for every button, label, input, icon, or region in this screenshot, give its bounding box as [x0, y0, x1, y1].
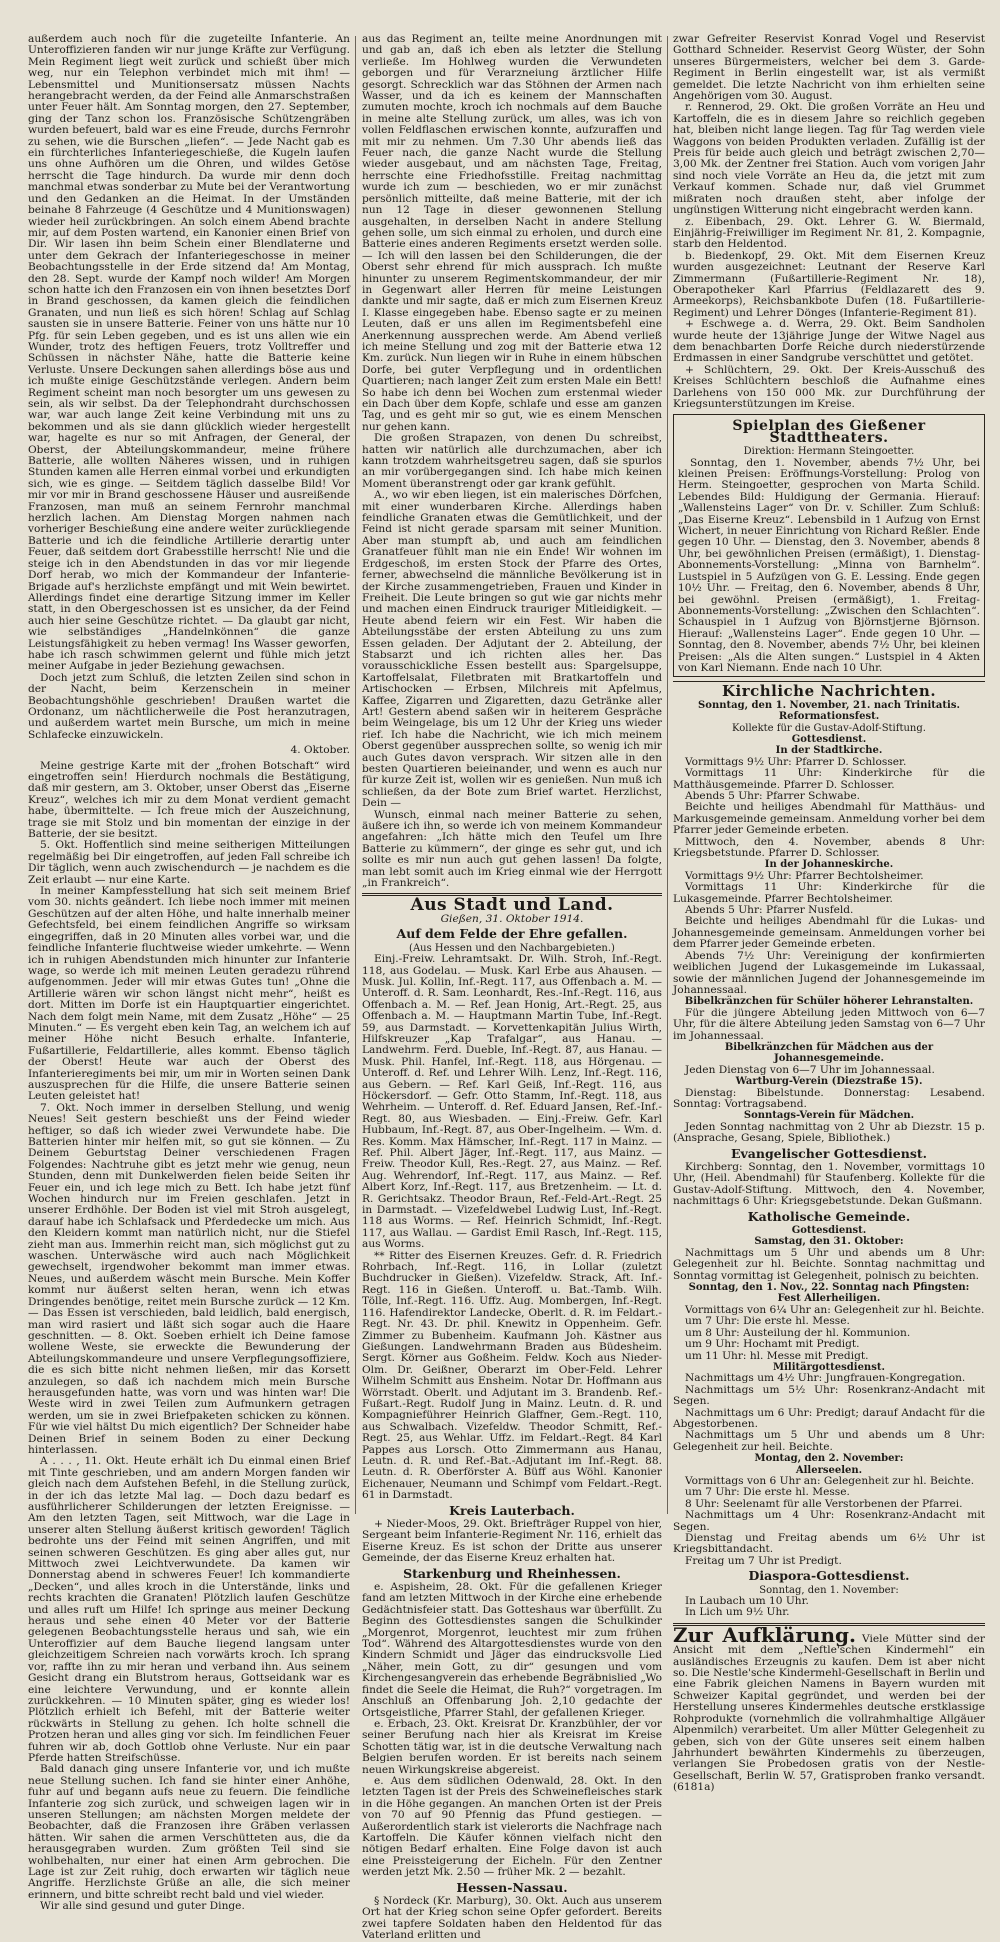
evangelical-heading: Evangelischer Gottesdienst.	[730, 1145, 928, 1161]
reformation-fest: Reformationsfest.	[778, 711, 880, 723]
service-heading: Gottesdienst.	[791, 1225, 867, 1237]
news-item: + Eschwege a. d. Werra, 29. Okt. Beim Sandholen wurde heute der 13jährige Junge der Witwe Nagel aus dem benachbarten Dorfe Reiche durch niederstürzende Erdmassen in einer Sandgrube verschüttet und getötet.	[673, 318, 985, 365]
letter-text: A . . . , 11. Okt. Heute erhält ich Du einmal einen Brief mit Tinte geschrieben, und am andern Morgen fanden wir gleich nach dem Aufstehen Befehl, in die Stellung zurück, in der ich das letzte Mal lag. — Doch dazu bedarf es ausführlicherer Schilderungen der letzten Ereignisse. — Am den letzten Tagen, seit Mittwoch, war die Lage in unserer alten Stellung äußerst kritisch geworden! Täglich bedrohte uns der Feind mit seinen Angriffen, und mit seinen schweren Geschützen. Es ging aber alles gut, nur Mittwoch zwei Leichtverwundete. Da kamen wir Donnerstag abend in schweres Feuer! Ich kommandierte „Decken“, und alles kroch in die Unterstände, links und rechts krachten die Granaten! Plötzlich laufen Geschütze und alles ruft um Hilfe! Ich springe aus meiner Deckung heraus und sehe einen 40 Meter vor der Batterie gelegenen Beobachtungsstelle heraus und sah, wie ein Unteroffizier auf dem Bauche liegend langsam unter gleichzeitigem Schreien nach vorwärts kroch. Ich sprang vor, raffte ihn zu mir heran und verband ihn. Aus seinem Gesicht drang ein Blutstrom heraus, Gottseidank war es eine leichtere Verwundung, und er konnte allein zurückkehren. — 10 Minuten später, ging es wieder los! Plötzlich erhielt ich Befehl, mit der Batterie weiter rückwärts in Stellung zu gehen. Ich holte schnell die Protzen heran und alles ging vor sich. Im feindlichen Feuer fuhren wir ab, doch Gottlob ohne Verluste. Nur ein paar Pferde hatten Streifschüsse.	[28, 1455, 350, 1764]
letter-text: Wir alle sind gesund und guter Dinge.	[40, 1900, 245, 1913]
advertisement	[673, 1622, 985, 1794]
service-heading: Militärgottesdienst.	[773, 1361, 885, 1373]
column-rule	[667, 36, 668, 1514]
section-heading: Aus Stadt und Land.	[410, 895, 614, 916]
theater-program: Sonntag, den 1. November, abends 7½ Uhr, bei kleinen Preisen: Eröffnungs-Vorstellung: Prolog von Herm. Steingoetter, gesprochen von Marta Schild. Lebendes Bild: Huldigung der Germania. Hierauf: „Wallensteins Lager“ von Dr. v. Schiller. Zum Schluß: „Das Eiserne Kreuz“. Lebensbild in 1 Aufzug von Ernst Wichert, in neuer Einrichtung von Richard Reßler. Ende gegen 10 Uhr. — Dienstag, den 3. November, abends 8 Uhr, bei gewöhnlichen Preisen (ermäßigt), 1. Dienstag-Abonnements-Vorstellung: „Minna von Barnhelm“. Lustspiel in 5 Aufzügen von G. E. Lessing. Ende gegen 10½ Uhr. — Freitag, den 6. November, abends 8 Uhr, bei gewöhnl. Preisen (ermäßigt), 1. Freitag-Abonnements-Vorstellung: „Zwischen den Schlachten“. Schauspiel in 1 Aufzug von Björnstjerne Björnson. Hierauf: „Wallensteins Lager“. Ende gegen 10 Uhr. — Sonntag, den 8. November, abends 7½ Uhr, bei kleinen Preisen: „Als die Alten sungen.“ Lustspiel in 4 Akten von Karl Niemann. Ende nach 10 Uhr.	[678, 456, 980, 674]
service-line: Nachmittags um 5½ Uhr: Rosenkranz-Andacht mit Segen.	[673, 1383, 985, 1408]
letter-text: 7. Okt. Noch immer in derselben Stellung, und wenig Neues! Seit gestern beschießt uns der Feind wieder heftiger, so daß ich wieder zwei Verwundete habe. Die Batterien hinter mir helfen mit, so gut sie können. — Zu Deinem Geburtstag Deiner verschiedenen Fragen Folgendes: Nachtruhe gibt es jetzt mehr wie genug, neun Stunden, denn mit Dunkelwerden fielen beide Seiten ihr Feuer ein, und ich lege mich zu Bett. Ich habe jetzt fünf Wochen hindurch nur im Freien geschlafen. Jetzt in unserer Erdhöhle. Der Boden ist viel mit Stroh ausgelegt, darauf habe ich Schlafsack und Pferdedecke um mich. Aus den Kleidern kommt man natürlich nicht, nur die Stiefel zieht man aus. Immerhin reicht man, sich möglichst gut zu waschen. Unterwäsche wird auch nach Möglichkeit gewechselt, irgendwoher bekommt man immer etwas. Neues, und außerdem wäscht mein Bursche. Mein Koffer kommt nur äußerst selten heran, wenn ich etwas Dringendes benötige, reitet mein Bursche zurück — 12 Km. — Das Essen ist verschieden, bald leidlich, bald energisch, man wird rasiert und läßt sich sogar auch die Haare geschnitten. — 8. Okt. Soeben erhielt ich Deine famose wollene Weste, sie erweckte die Bewunderung der Abteilungskommandeure und unsere Verpflegungsoffiziere, die es sich bitte nicht nehmen ließen, mir das Korsett anzulegen, so daß ich nachdem mich mein Bursche herausgefunden hatte, was vorn und was hinten war! Die Weste wird in zwei Teilen zum Aufmunkern getragen werden, um sie in zwei Briefpaketen schicken zu können. Für wie viel hältst Du mich eigentlich? Der Schneider habe Deinen Brief in seinem Boden zu einer Deckung hinterlassen.	[28, 1101, 350, 1456]
subheading-note: (Aus Hessen und den Nachbargebieten.)	[409, 942, 615, 954]
news-item: + Nieder-Moos, 29. Okt. Briefträger Ruppel von hier, Sergeant beim Infanterie-Regiment Nr. 116, erhielt das Eiserne Kreuz. Es ist schon der Dritte aus unserer Gemeinde, der das Eiserne Kreuz erhalten hat.	[362, 1518, 662, 1565]
service-line: Vormittags von 6 Uhr an: Gelegenheit zur hl. Beichte.	[685, 1474, 975, 1487]
catholic-date: Sonntag, den 1. Nov., 22. Sonntag nach Pfingsten:	[688, 1282, 970, 1294]
church-date: Sonntag, den 1. November, 21. nach Trinitatis.	[698, 699, 960, 711]
news-item: zwar Gefreiter Reservist Konrad Vogel und Reservist Gotthard Schneider. Reservist Georg Wüster, der Sohn unseres Bürgermeisters, welcher bei dem 3. Garde-Regiment in Berlin eingestellt war, ist als vermißt gemeldet. Die letzte Nachricht von ihm erhielten seine Angehörigen vom 30. August.	[673, 33, 985, 103]
dateline: Gießen, 31. Oktober 1914.	[440, 912, 584, 925]
collection: Kollekte für die Gustav-Adolf-Stiftung.	[732, 722, 926, 734]
service-line: Vormittags 11 Uhr: Kinderkirche für die Matthäusgemeinde. Pfarrer D. Schlosser.	[673, 767, 985, 791]
service-line: Jeden Sonntag nachmittag von 2 Uhr ab Diezstr. 15 p. (Ansprache, Gesang, Spiele, Bibliothek.)	[673, 1120, 985, 1145]
service-line: Nachmittags um 4 Uhr: Rosenkranz-Andacht mit Segen.	[673, 1509, 985, 1533]
service-line: Nachmittags um 5 Uhr und abends um 8 Uhr: Gelegenheit zur heil. Beichte.	[673, 1429, 985, 1453]
letter-text: aus das Regiment an, teilte meine Anordnungen mit und gab an, daß ich eben als letzter die Stellung verließe. Im Hohlweg wurden die Verwundeten geborgen und für Verarzneiung ärztlicher Hilfe gesorgt. Schrecklich war das Stöhnen der Armen nach Wasser, und da ich es keinem der Mannschaften zumuten mochte, kroch ich nochmals auf dem Bauche in meine alte Stellung zurück, um alles, was ich von vollen Feldflaschen erwischen konnte, aufzuraffen und mit mir zu nehmen. Um 7.30 Uhr abends ließ das Feuer nach, die ganze Nacht wurde die Stellung wieder ausgebaut, und am nächsten Tage, Freitag, herrschte eine Friedhofsstille. Freitag nachmittag wurde ich zum — beschieden, wo er mir zunächst persönlich mitteilte, daß meine Batterie, mit der ich nun 12 Tage in dieser gewonnenen Stellung ausgehalten, in derselben Nacht in andere Stellung gehen solle, um sich einmal zu erholen, und durch eine Batterie eines anderen Regiments ersetzt werden solle. — Ich will den lassen bei den Schilderungen, die der Oberst sehr ehrend für mich aussprach. Ich mußte hinunter zu unserem Regimentskommandeur, der mir in Gegenwart aller Herren für meine Leistungen dankte und mir sagte, daß er mich zum Eisernen Kreuz I. Klasse eingegeben habe. Ebenso sagte er zu meinen Leuten, daß er uns allen im Regimentsbefehl eine Anerkennung aussprechen werde. Am Abend verließ ich meine Stellung und zog mit der Batterie etwa 12 Km. zurück. Nun liegen wir in Ruhe in einem hübschen Dorfe, bei guter Verpflegung und in ordentlichen Quartieren; nach langer Zeit zum ersten Male ein Bett! So habe ich denn bei Wochen zum erstenmal wieder ein Dach über dem Kopfe, schlafe und esse am ganzen Tag, und es geht mir so gut, wie es einem Menschen nur gehen kann.	[362, 33, 662, 433]
letter-text: A., wo wir eben liegen, ist ein malerisches Dörfchen, mit einer wunderbaren Kirche. Allerdings haben feindliche Granaten etwas die Gemütlichkeit, und der Feind ist nicht gerade sparsam mit seiner Munition. Aber man stumpft ab, und auch am feindlichen Granatfeuer fühlt man nie ein Ende! Wir wohnen im Erdgeschoß, im ersten Stock der Pfarre des Ortes, ferner, abwechselnd die männliche Bevölkerung ist in der Kirche zusammengetrieben, Frauen und Kinder in Freiheit. Die Leute bringen so gut wie gar nichts mehr und machen einen Eindruck trauriger Mitleidigkeit. — Heute abend feiern wir ein Fest. Wir haben die Abteilungsstäbe der ersten Abteilung zu uns zum Essen geladen. Der Adjutant der 2. Abteilung, der Stabsarzt und ich richten alles her. Das vorausschickliche Essen bestellt aus: Spargelsuppe, Kartoffelsalat, Filetbraten mit Bratkartoffeln und Artischocken — Erbsen, Milchreis mit Apfelmus, Kaffee, Zigarren und Zigaretten, dazu Getränke aller Art! Gestern abend saßen wir in heiterem Gespräche beim Weingelage, bis um 12 Uhr der Krieg uns wieder rief. Ich habe die Nachricht, wie ich mich meinem Oberst gegenüber aussprechen sollte, so wenig ich mir auch Gutes davon versprach. Wir sitzen alle in den besten Quartieren beieinander, und wenn es auch nur für kurze Zeit ist, wollen wir es genießen. Nun muß ich schließen, da der Bote zum Brief wartet. Herzlichst, Dein —	[362, 489, 662, 810]
news-item: r. Rennerod, 29. Okt. Die großen Vorräte an Heu und Kartoffeln, die es in diesem Jahre so reichlich gegeben hat, bleiben nicht lange liegen. Tag für Tag werden viele Waggons von beiden Produkten verladen. Zufällig ist der Preis für beide auch gleich und beträgt zwischen 2,70—3,00 Mk. der Zentner frei Station. Auch vom vorigen Jahr sind noch viele Vorräte an Heu da, die jetzt mit zum Verkauf kommen. Schade nur, daß viel Grummet mißraten noch draußen steht, aber infolge der ungünstigen Witterung nicht eingebracht werden kann.	[673, 101, 985, 217]
service-line: Dienstag und Freitag abends um 6½ Uhr ist Kriegsbittandacht.	[673, 1532, 985, 1556]
stadtkirche-heading: In der Stadtkirche.	[775, 745, 883, 757]
service-line: Beichte und heiliges Abendmahl für die Lukas- und Johannesgemeinde gemeinsam. Anmeldungen vorher bei dem Pfarrer jeder Gemeinde erbeten.	[673, 915, 985, 951]
letter-text: Wunsch, einmal nach meiner Batterie zu sehen, äußere ich ihn, so werde ich von meinem Kommandeur angefahren: „Ich hätte mich den Teufel um Ihre Batterie zu kümmern“, der ginge es sehr gut, und ich sollte es mir nun auch gut gehen lassen! Da folgte, man lebt somit auch im Krieg einmal wie der Herrgott „in Frankreich“.	[362, 808, 662, 890]
service-line: Beichte und heiliges Abendmahl für Matthäus- und Markusgemeinde gemeinsam. Anmeldung vorher bei dem Pfarrer jeder Gemeinde erbeten.	[673, 801, 985, 837]
diaspora-date: Sonntag, den 1. November:	[759, 1584, 899, 1596]
iron-cross-list: ** Ritter des Eisernen Kreuzes. Gefr. d. R. Friedrich Rohrbach, Inf.-Regt. 116, in Lollar (zuletzt Buchdrucker in Gießen). Vizefeldw. Strack, Aft. Inf.-Regt. 116 in Gießen. Unteroff. u. Bat.-Tamb. Wilh. Tölle, Inf.-Regt. 116. Uffz. Aug. Mombergen, Inf.-Regt. 116. Hafendirektor Landecke, Oberlt. d. R. im Feldart.-Regt. Nr. 43. Dr. phil. Knewitz in Oppenheim. Gefr. Zimmer zu Bubenheim. Kaufmann Joh. Kästner aus Gießungen. Landwehrmann Braden aus Büdesheim. Sergt. Körner aus Goßheim. Feldw. Koch aus Nieder-Olm. Dr. Geißner, Oberarzt im Ober-Feld. Lehrer Wilhelm Schmitt aus Ensheim. Notar Dr. Hoffmann aus Wörrstadt. Oberlt. und Adjutant im 3. Brandenb. Ref.-Fußart.-Regt. Rudolf Jung in Mainz. Leutn. d. R. und Kompagnieführer Heinrich Glaffner, Gem.-Regt. 110, aus Schwalbach. Vizefeldw. Theodor Schmitt, Ref.-Regt. 25, aus Wehlar. Uffz. im Feldart.-Regt. 84 Karl Pappes aus Lorsch. Otto Zimmermann aus Hanau, Leutn. d. R. und Ref.-Bat.-Adjutant im Inf.-Regt. 88. Leutn. d. R. Oberförster A. Büff aus Wöhl. Kanonier Eichenauer, Neumann und Schimpf vom Feldart.-Regt. 61 in Darmstadt.	[362, 1249, 662, 1502]
service-line: In Laubach um 10 Uhr.	[685, 1595, 809, 1608]
letter-text: Bald danach ging unsere Infanterie vor, und ich mußte neue Stellung suchen. Ich fand sie hinter einer Anhöhe, fuhr auf und begann aufs neue zu feuern. Die feindliche Infanterie zog sich zurück, und schweigen lagen wir in unseren Stellungen; am nächsten Morgen meldete der Beobachter, daß die Franzosen ihre Gräben verlassen hätten. Wir sahen die armen Verschütteten aus, die da herausgegraben wurden. Zum größten Teil sind sie wohlbehalten, nur einer hat einen Arm gebrochen. Die Lage ist zur Zeit ruhig, doch erwarten wir täglich neue Angriffe. Herzlichste Grüße an alle, die sich meiner erinnern, und bitte schreibt recht bald und viel wieder.	[28, 1763, 350, 1901]
subheading: Kreis Lauterbach.	[449, 1502, 575, 1518]
service-line: Vormittags 9½ Uhr: Pfarrer D. Schlosser.	[685, 755, 907, 768]
news-item: + Schlüchtern, 29. Okt. Der Kreis-Ausschuß des Kreises Schlüchtern beschloß die Aufnahme eines Darlehens von 150 000 Mk. zur Durchführung der Kriegsunterstützungen im Kreise.	[673, 363, 985, 410]
ad-title: Zur Aufklärung.	[673, 1622, 856, 1647]
diaspora-heading: Diaspora-Gottesdienst.	[748, 1568, 910, 1584]
service-line: Freitag um 7 Uhr ist Predigt.	[685, 1554, 842, 1567]
news-item: § Nordeck (Kr. Marburg), 30. Okt. Auch aus unserem Ort hat der Krieg schon seine Opfer gefordert. Bereits zwei tapfere Soldaten haben den Heldentod für das Vaterland erlitten und	[362, 1895, 662, 1942]
bible-group-heading: Bibelkränzchen für Mädchen aus der Johannesgemeinde.	[724, 1041, 934, 1065]
service-line: Kirchberg: Sonntag, den 1. November, vormittags 10 Uhr, (Heil. Abendmahl) für Staufenberg. Kollekte für die Gustav-Adolf-Stiftung. Mittwoch, den 4. November, nachmittags 6 Uhr: Kriegsgebetstunde. Dekan Gußmann.	[673, 1161, 985, 1208]
news-item: e. Aspisheim, 28. Okt. Für die gefallenen Krieger fand am letzten Mittwoch in der Kirche eine erhebende Gedächtnisfeier statt. Das Gotteshaus war überfüllt. Zu Beginn des Gottesdienstes sangen die Schulkinder „Morgenrot, Morgenrot, leuchtest mir zum frühen Tod“. Während des Altargottesdienstes wurde von den Kindern Schmidt und Jäger das eindrucksvolle Lied „Näher, mein Gott, zu dir“ gesungen und vom Kirchengesangverein das erhebende Begräbnislied „Wo findet die Seele die Heimat, die Ruh?“ vorgetragen. Im Anschluß an Offenbarung Joh. 2,10 gedachte der Ortsgeistliche, Pfarrer Stahl, der gefallenen Krieger.	[362, 1581, 662, 1719]
service-line: um 11 Uhr: hl. Messe mit Predigt.	[685, 1349, 869, 1362]
column-rule	[355, 36, 356, 1514]
casualty-list: Einj.-Freiw. Lehramtsakt. Dr. Wilh. Stroh, Inf.-Regt. 118, aus Godelau. — Musk. Karl Erbe aus Ahausen. — Musk. Jul. Kollin, Inf.-Regt. 117, aus Offenbach a. M. — Unteroff. d. R. Sam. Leonhardt, Res.-Inf.-Regt. 116, aus Offenbach a. M. — Ref. Jean Honig, Art.-Regt. 25, aus Offenbach a. M. — Hauptmann Martin Tube, Inf.-Regt. 59, aus Darmstadt. — Korvettenkapitän Julius Wirth, Hilfskreuzer „Kap Trafalgar“, aus Hanau. — Landwehrm. Ferd. Dueble, Inf.-Regt. 87, aus Hanau. — Musk. Phil. Hanfel, Inf.-Regt. 118, aus Hörgenau. — Unteroff. d. Ref. und Lehrer Wilh. Lenz, Inf.-Regt. 116, aus Gebern. — Ref. Karl Geiß, Inf.-Regt. 116, aus Höckersdorf. — Gefr. Otto Stamm, Inf.-Regt. 118, aus Wehrheim. — Unteroff. d. Ref. Eduard Jansen, Ref.-Inf.-Regt. 80, aus Wiesbaden. — Einj.-Freiw. Gefr. Karl Hubbaum, Inf.-Regt. 87, aus Ober-Ingelheim. — Wm. d. Res. Komm. Max Hämscher, Inf.-Regt. 117 in Mainz. — Ref. Phil. Albert Jäger, Inf.-Regt. 117, aus Mainz. — Freiw. Theodor Kull, Res.-Regt. 27, aus Mainz. — Ref. Aug. Wehrendorf, Inf.-Regt. 117, aus Mainz. — Ref. Albert Korz, Inf.-Regt. 117, aus Bretzenheim. — Lt. d. R. Gerichtsakz. Theodor Braun, Ref.-Feld-Art.-Regt. 25 in Darmstadt. — Vizefeldwebel Ludwig Lust, Inf.-Regt. 118 aus Worms. — Ref. Heinrich Schmidt, Inf.-Regt. 117, aus Wallau. — Gardist Emil Rasch, Inf.-Regt. 115, aus Worms.	[362, 953, 662, 1251]
letter-text: Die großen Strapazen, von denen Du schreibst, hatten wir natürlich alle durchzumachen, aber ich kann trotzdem wahrheitsgetreu sagen, daß sie spurlos an mir vorübergegangen sind. Ich habe mich keinen Moment überanstrengt oder gar krank gefühlt.	[362, 432, 662, 490]
service-line: Abends 7½ Uhr: Vereinigung der konfirmierten weiblichen Jugend der Lukasgemeinde im Lukassaal, sowie der männlichen Jugend der Johannesgemeinde im Johannessaal.	[673, 949, 985, 996]
service-line: Jeden Dienstag von 6—7 Uhr im Johannessaal.	[685, 1063, 935, 1076]
service-line: Nachmittags um 5 Uhr und abends um 8 Uhr: Gelegenheit zur hl. Beichte. Sonntag nachmittag und Sonntag vormittag ist Gelegenheit, polnisch zu beichten.	[673, 1246, 985, 1282]
ad-code: (6181a)	[673, 1781, 715, 1794]
service-line: Dienstag: Bibelstunde. Donnerstag: Lesabend. Sonntag: Vortragsabend.	[673, 1086, 985, 1110]
ad-text: Viele Mütter sind der Ansicht mit dem „Neftle'schen Kindermehl“ ein ausländisches Erzeugnis zu kaufen. Dem ist aber nicht so. Die Nestle'sche Kindermehl-Gesellschaft in Berlin und eine Fabrik gleichen Namens in Bayern wurden mit Schweizer Kapital gegründet, und werden bei der Herstellung unseres Kindermehles deutsche erstklassige Rohprodukte (vornehmlich die vollrahmhaltige Allgäuer Alpenmilch) verarbeitet. Um aller Mütter Gelegenheit zu geben, sich von der Güte unseres seit einem halben Jahrhundert bewährten Kindermehls zu überzeugen, verlangen Sie Probedosen gratis von der Nestle-Gesellschaft, Berlin W. 57, Gratisproben franko versandt.	[673, 1632, 985, 1782]
news-item: b. Biedenkopf, 29. Okt. Mit dem Eisernen Kreuz wurden ausgezeichnet: Leutnant der Reserve Karl Zimmermann (Fußartillerie-Regiment Nr. 18), Oberapotheker Karl Pfarrius (Feldlazarett des 9. Armeekorps), Reichsbankbote Dufen (18. Fußartillerie-Regiment) und Lehrer Dönges (Infanterie-Regiment 81).	[673, 249, 985, 319]
service-line: um 9 Uhr: Hochamt mit Predigt.	[685, 1338, 860, 1351]
service-line: 8 Uhr: Seelenamt für alle Verstorbenen der Pfarrei.	[685, 1497, 963, 1510]
catholic-date: Samstag, den 31. Oktober:	[754, 1236, 904, 1248]
service-line: In Lich um 9½ Uhr.	[685, 1606, 790, 1619]
subheading: Auf dem Felde der Ehre gefallen.	[396, 926, 628, 942]
letter-text: In meiner Kampfesstellung hat sich seit meinem Brief vom 30. nichts geändert. Ich liebe noch immer mit meinen Geschützen auf der alten Höhe, und halte innerhalb meiner Gefechtsfeld, bei einem feindlichen Angriffe so wirksam eingegriffen, daß in 20 Minuten alles vorbei war, und die feindliche Infanterie fluchtweise wieder umkehrte. — Wenn ich in ruhigen Abendstunden mich hinunter zur Infanterie wage, so werde ich mit meinen Leuten geradezu rührend aufgenommen. Jeder will mir etwas Gutes tun! „Ohne die Artillerie wären wir schon längst nicht mehr“, heißt es dort. Mitten im Dorfe ist ein Hauptquartier eingerichtet. Nach dem folgt mein Name, mit dem Zusatz „Höhe“ — 25 Minuten.“ — Es vergeht eben kein Tag, an welchem ich auf meiner Höhe nicht Besuch erhalte. Infanterie, Fußartillerie, Feldartillerie, alles kommt. Ebenso täglich der Oberst! Heute war auch der Oberst des Infanterieregiments bei mir, um mir in Worten seinen Dank auszusprechen für die Hilfe, die unsere Batterie seinen Leuten geleistet hat!	[28, 885, 350, 1103]
sonntagsverein-heading: Sonntags-Verein für Mädchen.	[743, 1110, 915, 1122]
news-item: e. Erbach, 23. Okt. Kreisrat Dr. Kranzbühler, der vor seiner Berufung nach hier als Kreisrat im Kreise Schotten tätig war, ist in die deutsche Verwaltung nach Belgien berufen worden. Er ist bereits nach seinem neuen Wirkungskreise abgereist.	[362, 1717, 662, 1776]
letter-date: 4. Oktober.	[290, 744, 350, 757]
service-line: Vormittags von 6¼ Uhr an: Gelegenheit zur hl. Beichte.	[685, 1303, 985, 1316]
church-news-title: Kirchliche Nachrichten.	[721, 682, 937, 701]
service-line: Vormittags 9½ Uhr: Pfarrer Bechtolsheimer.	[685, 869, 924, 882]
service-line: Mittwoch, den 4. November, abends 8 Uhr: Kriegsbetstunde. Pfarrer D. Schlosser.	[673, 835, 985, 860]
service-line: um 8 Uhr: Austeilung der hl. Kommunion.	[685, 1326, 911, 1339]
service-line: um 7 Uhr: Die erste hl. Messe.	[685, 1486, 850, 1499]
wartburg-heading: Wartburg-Verein (Diezstraße 15).	[735, 1076, 923, 1088]
news-item: e. Aus dem südlichen Odenwald, 28. Okt. In den letzten Tagen ist der Preis des Schweinefleisches stark in die Höhe gegangen. An manchen Orten ist der Preis von 70 auf 90 Pfennig das Pfund gestiegen. — Außerordentlich stark ist vielerorts die Nachfrage nach Kartoffeln. Die Käufer können vielfach nicht den nötigen Bedarf erhalten. Eine Folge davon ist auch eine Preissteigerung der Eicheln. Für den Zentner werden jetzt Mk. 2.50 — früher Mk. 2 — bezahlt.	[362, 1774, 662, 1879]
letter-text: außerdem auch noch für die zugeteilte Infanterie. An Unteroffizieren fanden wir nur junge Kräfte zur Verfügung. Mein Regiment liegt weit zurück und schießt über mich weg, nur ein Telephon verbindet mich mit ihm! — Lebensmittel und Munitionsersatz müssen Nachts herangebracht werden, da der Feind alle Anmarschstraßen unter Feuer hält. Am Sonntag morgen, den 27. September, ging der Tanz schon los. Französische Schützengräben wurden befeuert, bald war es eine Freude, durchs Fernrohr zu sehen, wie die Burschen „liefen“. — Jede Nacht gab es ein fürchterliches Infanteriegeschieße, die Kugeln laufen uns ohne Aufhören um die Ohren, und wildes Getöse herrscht die Tage hindurch. Da wurde mir denn doch manchmal etwas sonderbar zu Mute bei der Verantwortung und den Gedanken an die Heimat. In der Umständen beinahe 8 Fahrzeuge (4 Geschütze und 4 Munitionswagen) wieder heil zurückbringen. An solch einem Abend brachte mir, auf dem Posten wartend, ein Kanonier einen Brief von Dir. Wir lasen ihn beim Schein einer Blendlaterne und unter dem Gekrach der Infanteriegeschosse in meiner Beobachtungsstelle in der Erde sitzend da! Am Montag, den 28. Sept. wurde der Kampf noch wilder! Am Morgen schon hatte ich den Franzosen ein von ihnen besetztes Dorf in Brand geschossen, da kamen gleich die feindlichen Granaten, und nun ließ es sich hören! Schlag auf Schlag sausten sie in unsere Batterie. Feiner von uns hätte nur 10 Pfg. für sein Leben gegeben, und es ist uns allen wie ein Wunder, trotz des heftigen Feuers, trotz Volltreffer und Schüssen in nächster Nähe, hatte die Batterie keine Verluste. Unsere Deckungen sahen allerdings böse aus und ich mußte einige Geschützstände verlegen. Andern beim Regiment scheint man noch besorgter um uns gewesen zu sein, als wir selbst. Da der Telephondraht durchschossen war, war auch lange Zeit keine Verbindung mit uns zu bekommen und als sie dann glücklich wieder hergestellt war, hagelte es nur so mit Anfragen, der General, der Oberst, der Abteilungskommandeur, meine frühere Batterie, alle wollten Näheres wissen, und in ruhigen Stunden kamen alle Herren einmal vorbei und erkundigten sich, wie es ginge. — Seitdem täglich dasselbe Bild! Vor mir vor mir in Brand geschossene Häuser und ausreißende Franzosen, man muß an seinem Fernrohr manchmal herzlich lachen. Am Dienstag Morgen nahmen nach vorheriger Beschießung eine andere weiter zurückliegende Batterie und ich die feindliche Artillerie derartig unter Feuer, daß seitdem dort Grabesstille herrscht! Nie und die steige ich in den Abendstunden in das vor mir liegende Dorf herab, wo mich der Kommandeur der Infanterie-Brigade auf's herzlichste empfängt und mit Wein bewirtet. Allerdings findet eine derartige Sitzung immer im Keller statt, in den Obergeschossen ist es unsicher, da der Feind auch hier seine Geschütze richtet. — Da glaubt gar nicht, wie selbständiges „Handelnkönnen“ die ganze Leistungsfähigkeit zu heben vermag! Ins Wasser geworfen, habe ich rasch schwimmen gelernt und fühle mich jetzt meiner Aufgabe in jeder Beziehung gewachsen.	[28, 33, 351, 673]
service-line: Abends 5 Uhr: Pfarrer Schwabe.	[685, 790, 860, 802]
feast-heading: Allerseelen.	[795, 1464, 863, 1476]
letter-text: Doch jetzt zum Schluß, die letzten Zeilen sind schon in der Nacht, beim Kerzenschein in meiner Beobachtungshöhle geschrieben! Draußen wartet die Ordonanz, um nächtlicherweile die Post heranzutragen, und außerdem wartet mein Bursche, um mich in meine Schlafecke einzuwickeln.	[28, 671, 350, 741]
feast-heading: Fest Allerheiligen.	[777, 1293, 881, 1305]
theater-director: Direktion: Hermann Steingoetter.	[743, 446, 915, 458]
theater-title: Spielplan des Gießener Stadttheaters.	[732, 418, 926, 446]
service-line: Nachmittags um 4½ Uhr: Jungfrauen-Kongregation.	[685, 1372, 966, 1385]
column-1	[28, 33, 351, 1913]
service-line: Für die jüngere Abteilung jeden Mittwoch von 6—7 Uhr, für die ältere Abteilung jeden Samstag von 6—7 Uhr im Johannessaal.	[673, 1006, 985, 1042]
service-line: um 7 Uhr: Die erste hl. Messe.	[685, 1315, 850, 1328]
column-2	[362, 33, 662, 1942]
catholic-heading: Katholische Gemeinde.	[747, 1208, 911, 1224]
service-line: Abends 5 Uhr: Pfarrer Nusfeld.	[685, 904, 854, 917]
theater-box	[673, 414, 985, 677]
bible-group-heading: Bibelkränzchen für Schüler höherer Lehranstalten.	[684, 996, 974, 1008]
johanneskirche-heading: In der Johanneskirche.	[764, 859, 894, 871]
service-heading: Gottesdienst.	[791, 733, 867, 745]
letter-text: 5. Okt. Hoffentlich sind meine seitherigen Mitteilungen regelmäßig bei Dir eingetroffen, auf jeden Fall schreibe ich Dir täglich, wenn auch zwischendurch — je nachdem es die Zeit erlaubt — nur eine Karte.	[28, 839, 350, 886]
column-3	[673, 33, 985, 1794]
news-item: z. Eibenbach, 29. Okt. Lehrer G. W. Biermald, Einjährig-Freiwilliger im Regiment Nr. 81, 2. Kompagnie, starb den Heldentod.	[673, 215, 985, 251]
catholic-date: Montag, den 2. November:	[754, 1453, 904, 1465]
letter-text: Meine gestrige Karte mit der „frohen Botschaft“ wird eingetroffen sein! Hierdurch nochmals die Bestätigung, daß mir gestern, am 3. Oktober, unser Oberst das „Eiserne Kreuz“, welches ich mir zu dem Monat verdient gemacht habe, übermittelte. — Ich freue mich der Auszeichnung, trage sie mit Stolz und bin momentan der einzige in der Batterie, der sie besitzt.	[28, 759, 350, 841]
service-line: Nachmittags um 6 Uhr: Predigt; darauf Andacht für die Abgestorbenen.	[673, 1406, 985, 1430]
service-line: Vormittags 11 Uhr: Kinderkirche für die Lukasgemeinde. Pfarrer Bechtolsheimer.	[673, 881, 985, 905]
subheading: Starkenburg und Rheinhessen.	[403, 1565, 621, 1581]
subheading: Hessen-Nassau.	[456, 1879, 568, 1895]
